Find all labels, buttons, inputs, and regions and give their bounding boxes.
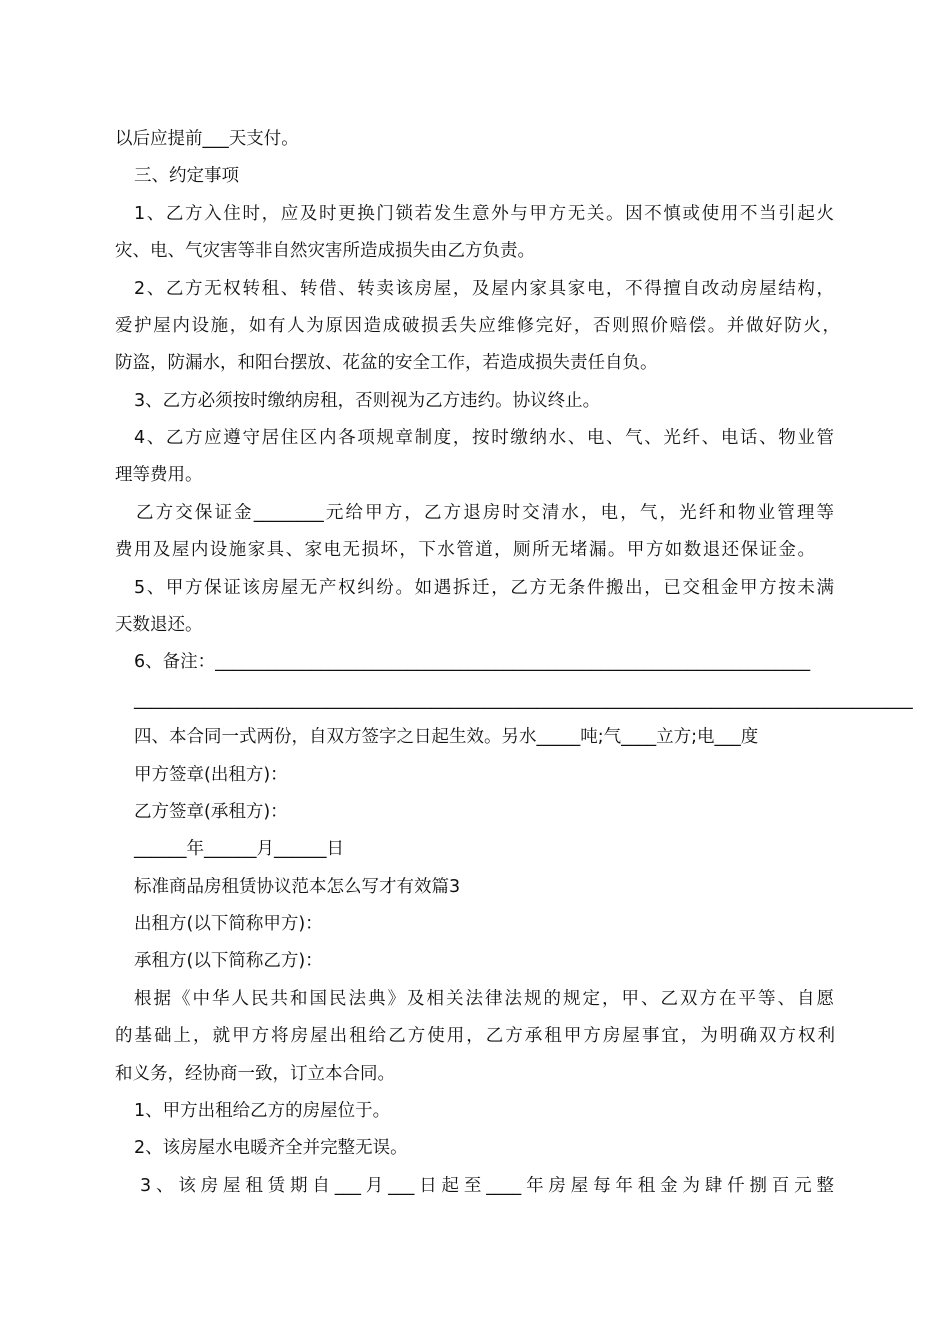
- text-line: 3、该房屋租赁期自___月___日起至____年房屋每年租金为肆仟捌百元整: [140, 1176, 834, 1196]
- text-line: 灾、电、气灾害等非自然灾害所造成损失由乙方负责。: [115, 241, 535, 261]
- text-line: 费用及屋内设施家具、家电无损坏，下水管道，厕所无堵漏。甲方如数退还保证金。: [115, 540, 815, 560]
- remarks-blank-line: _________________________________________________________________________________________: [134, 690, 913, 710]
- lessor-line: 出租方(以下简称甲方)：: [134, 914, 323, 934]
- text-line: 根据《中华人民共和国民法典》及相关法律法规的规定，甲、乙双方在平等、自愿: [134, 989, 834, 1009]
- article-title: 标准商品房租赁协议范本怎么写才有效篇3: [134, 877, 461, 897]
- lessee-line: 承租方(以下简称乙方)：: [134, 951, 323, 971]
- text-line: 天数退还。: [115, 615, 203, 635]
- remarks-line: 6、备注：____________________________________________________________________: [134, 652, 811, 672]
- date-line: ______年______月______日: [134, 839, 344, 859]
- text-line: 的基础上，就甲方将房屋出租给乙方使用，乙方承租甲方房屋事宜，为明确双方权利: [115, 1026, 835, 1046]
- text-line: 和义务，经协商一致，订立本合同。: [115, 1064, 395, 1084]
- text-line: 1、乙方入住时，应及时更换门锁若发生意外与甲方无关。因不慎或使用不当引起火: [134, 204, 834, 224]
- text-line: 2、乙方无权转租、转借、转卖该房屋，及屋内家具家电，不得擅自改动房屋结构，: [134, 279, 834, 299]
- text-line: 防盗，防漏水，和阳台摆放、花盆的安全工作，若造成损失责任自负。: [115, 353, 658, 373]
- text-line: 乙方交保证金________元给甲方，乙方退房时交清水，电，气，光纤和物业管理等: [136, 503, 834, 523]
- text-line: 5、甲方保证该房屋无产权纠纷。如遇拆迁，乙方无条件搬出，已交租金甲方按未满: [134, 578, 834, 598]
- text-line: 以后应提前___天支付。: [115, 129, 299, 149]
- section-heading: 三、约定事项: [134, 166, 239, 186]
- text-line: 2、该房屋水电暖齐全并完整无误。: [134, 1138, 408, 1158]
- party-b-signature: 乙方签章(承租方)：: [134, 802, 288, 822]
- text-line: 3、乙方必须按时缴纳房租，否则视为乙方违约。协议终止。: [134, 391, 601, 411]
- text-line: 爱护屋内设施，如有人为原因造成破损丢失应维修完好，否则照价赔偿。并做好防火，: [115, 316, 840, 336]
- text-line: 四、本合同一式两份，自双方签字之日起生效。另水_____吨;气____立方;电___度: [134, 727, 759, 747]
- text-line: 1、甲方出租给乙方的房屋位于。: [134, 1101, 391, 1121]
- party-a-signature: 甲方签章(出租方)：: [134, 765, 288, 785]
- text-line: 4、乙方应遵守居住区内各项规章制度，按时缴纳水、电、气、光纤、电话、物业管: [134, 428, 834, 448]
- text-line: 理等费用。: [115, 465, 203, 485]
